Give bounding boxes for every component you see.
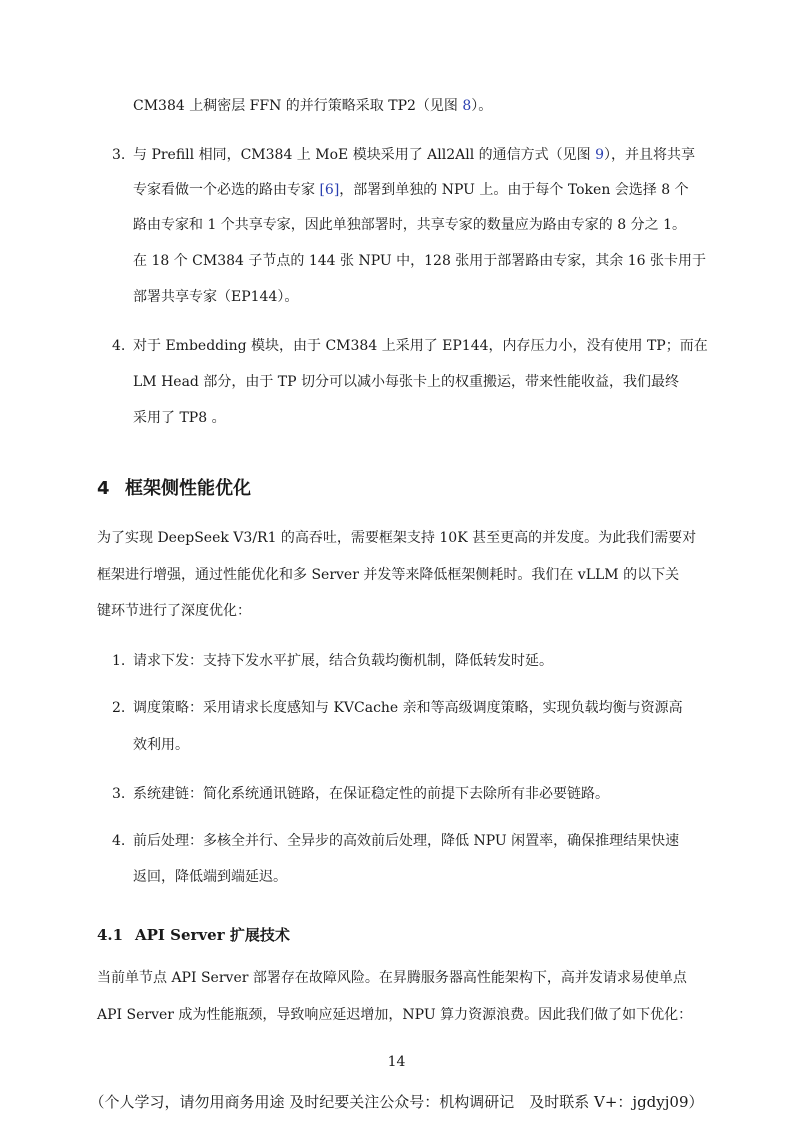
- list-item-number: 2.: [112, 700, 126, 716]
- list-item-3-line-5: 部署共享专家（EP144）。: [133, 289, 299, 305]
- list-item-number: 4.: [112, 833, 126, 849]
- list-item-number: 3.: [112, 147, 126, 163]
- list-item-link-setup: 系统建链：简化系统通讯链路，在保证稳定性的前提下去除所有非必要链路。: [133, 786, 609, 802]
- list-item-scheduling: 调度策略：采用请求长度感知与 KVCache 亲和等高级调度策略，实现负载均衡与资源高: [133, 700, 683, 716]
- list-item-4-line-2: LM Head 部分，由于 TP 切分可以减小每张卡上的权重搬运，带来性能收益，我们最终: [133, 374, 679, 390]
- paragraph-line: 键环节进行了深度优化：: [97, 603, 251, 619]
- paragraph-line: 为了实现 DeepSeek V3/R1 的高吞吐，需要框架支持 10K 甚至更高的并发度。为此我们需要对: [97, 530, 697, 546]
- paragraph-line: 框架进行增强，通过性能优化和多 Server 并发等来降低框架侧耗时。我们在 vLLM 的以下关: [97, 567, 680, 583]
- citation-6-link[interactable]: [6]: [319, 182, 340, 198]
- list-item-4-line-3: 采用了 TP8 。: [133, 410, 226, 426]
- list-item-number: 1.: [112, 653, 126, 669]
- list-item-3-line-1: 与 Prefill 相同，CM384 上 MoE 模块采用了 All2All 的通信方式（见图 9），并且将共享: [133, 147, 696, 163]
- list-item-3-line-3: 路由专家和 1 个共享专家，因此单独部署时，共享专家的数量应为路由专家的 8 分之 1。: [133, 217, 686, 233]
- list-item-request-dispatch: 请求下发：支持下发水平扩展，结合负载均衡机制，降低转发时延。: [133, 653, 553, 669]
- subsection-heading: [97, 925, 290, 945]
- subsection-title: API Server 扩展技术: [135, 926, 290, 944]
- footer-notice: （个人学习，请勿用商务用途 及时纪要关注公众号：机构调研记 及时联系 V+：jgdyj09）: [89, 1093, 704, 1111]
- list-item-3-line-2: 专家看做一个必选的路由专家 [6]，部署到单独的 NPU 上。由于每个 Token 会选择 8 个: [133, 182, 689, 198]
- page-number: 14: [387, 1054, 406, 1070]
- list-item-4-line-1: 对于 Embedding 模块，由于 CM384 上采用了 EP144，内存压力小，没有使用 TP；而在: [133, 338, 708, 354]
- paragraph-line: 当前单节点 API Server 部署存在故障风险。在昇腾服务器高性能架构下，高并发请求易使单点: [97, 970, 687, 986]
- list-item-2-continuation: CM384 上稠密层 FFN 的并行策略采取 TP2（见图 8）。: [133, 98, 493, 114]
- subsection-number: 4.1: [97, 926, 124, 944]
- section-number: 4: [97, 478, 110, 499]
- figure-9-link[interactable]: 9: [595, 147, 605, 163]
- list-item-number: 3.: [112, 786, 126, 802]
- figure-8-link[interactable]: 8: [462, 98, 472, 114]
- section-heading: [97, 478, 251, 500]
- list-item-pre-post-processing-cont: 返回，降低端到端延迟。: [133, 869, 287, 885]
- list-item-3-line-4: 在 18 个 CM384 子节点的 144 张 NPU 中，128 张用于部署路由专家，其余 16 张卡用于: [133, 253, 707, 269]
- list-item-number: 4.: [112, 338, 126, 354]
- section-title: 框架侧性能优化: [125, 478, 251, 499]
- list-item-scheduling-cont: 效利用。: [133, 737, 189, 753]
- list-item-pre-post-processing: 前后处理：多核全并行、全异步的高效前后处理，降低 NPU 闲置率，确保推理结果快速: [133, 833, 680, 849]
- paragraph-line: API Server 成为性能瓶颈，导致响应延迟增加，NPU 算力资源浪费。因此我们做了如下优化：: [97, 1007, 693, 1023]
